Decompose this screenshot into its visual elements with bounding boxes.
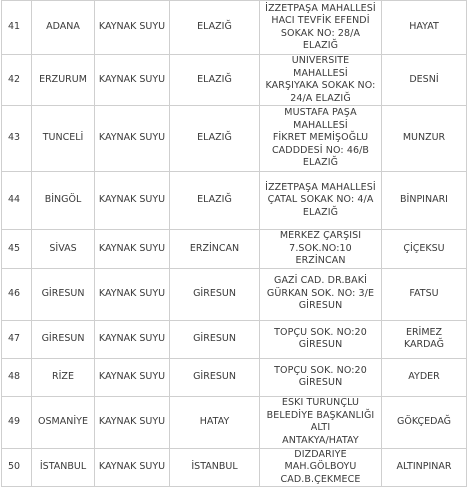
water-type-cell: KAYNAK SUYU (95, 172, 170, 230)
address-cell: TOPÇU SOK. NO:20 GİRESUN (260, 358, 382, 396)
origin-city-cell: HATAY (170, 396, 260, 448)
water-type-cell: KAYNAK SUYU (95, 1, 170, 55)
origin-city-cell: ELAZIĞ (170, 106, 260, 172)
city-cell: TUNCELİ (32, 106, 95, 172)
row-number: 42 (2, 55, 32, 106)
city-cell: GİRESUN (32, 320, 95, 358)
city-cell: ERZURUM (32, 55, 95, 106)
city-cell: SİVAS (32, 230, 95, 269)
address-cell: GAZİ CAD. DR.BAKİ GÜRKAN SOK. NO: 3/E GİRESUN (260, 268, 382, 320)
city-cell: BİNGÖL (32, 172, 95, 230)
row-number: 47 (2, 320, 32, 358)
city-cell: İSTANBUL (32, 448, 95, 487)
brand-cell: ERİMEZ KARDAĞ (382, 320, 467, 358)
table-row (2, 55, 467, 106)
water-type-cell: KAYNAK SUYU (95, 358, 170, 396)
address-cell: MERKEZ ÇARŞISI 7.SOK.NO:10 ERZİNCAN (260, 230, 382, 269)
origin-city-cell: İSTANBUL (170, 448, 260, 487)
table-row (2, 448, 467, 487)
row-number: 48 (2, 358, 32, 396)
water-type-cell: KAYNAK SUYU (95, 268, 170, 320)
table-row (2, 396, 467, 448)
city-cell: RİZE (32, 358, 95, 396)
origin-city-cell: ERZİNCAN (170, 230, 260, 269)
row-number: 43 (2, 106, 32, 172)
address-cell: İZZETPAŞA MAHALLESİ HACI TEVFİK EFENDİ SOKAK NO: 28/A ELAZIĞ (260, 1, 382, 55)
water-type-cell: KAYNAK SUYU (95, 320, 170, 358)
water-type-cell: KAYNAK SUYU (95, 230, 170, 269)
table-row (2, 1, 467, 55)
address-cell: ÜNİVERSİTE MAHALLESİ KARŞIYAKA SOKAK NO: 24/A ELAZIĞ (260, 55, 382, 106)
brand-cell: ÇİÇEKSU (382, 230, 467, 269)
address-cell: MUSTAFA PAŞA MAHALLESİ FİKRET MEMİŞOĞLU CADDDESİ NO: 46/B ELAZIĞ (260, 106, 382, 172)
table-row (2, 268, 467, 320)
address-cell: DİZDARİYE MAH.GÖLBOYU CAD.B.ÇEKMECE (260, 448, 382, 487)
table-row (2, 230, 467, 269)
table-row (2, 320, 467, 358)
origin-city-cell: GİRESUN (170, 320, 260, 358)
address-cell: TOPÇU SOK. NO:20 GİRESUN (260, 320, 382, 358)
brand-cell: GÖKÇEDAĞ (382, 396, 467, 448)
water-source-table (1, 0, 467, 487)
brand-cell: DESNİ (382, 55, 467, 106)
row-number: 44 (2, 172, 32, 230)
table-row (2, 172, 467, 230)
table-row (2, 106, 467, 172)
brand-cell: FATSU (382, 268, 467, 320)
brand-cell: MUNZUR (382, 106, 467, 172)
address-cell: İZZETPAŞA MAHALLESİ ÇATAL SOKAK NO: 4/A ELAZIĞ (260, 172, 382, 230)
brand-cell: HAYAT (382, 1, 467, 55)
water-type-cell: KAYNAK SUYU (95, 396, 170, 448)
origin-city-cell: ELAZIĞ (170, 1, 260, 55)
row-number: 49 (2, 396, 32, 448)
brand-cell: BİNPINARI (382, 172, 467, 230)
city-cell: ADANA (32, 1, 95, 55)
row-number: 46 (2, 268, 32, 320)
city-cell: GİRESUN (32, 268, 95, 320)
row-number: 41 (2, 1, 32, 55)
table-body (2, 1, 467, 487)
water-type-cell: KAYNAK SUYU (95, 55, 170, 106)
table-row (2, 358, 467, 396)
city-cell: OSMANİYE (32, 396, 95, 448)
origin-city-cell: ELAZIĞ (170, 172, 260, 230)
origin-city-cell: GİRESUN (170, 268, 260, 320)
origin-city-cell: ELAZIĞ (170, 55, 260, 106)
address-cell: ESKİ TURUNÇLU BELEDİYE BAŞKANLIĞI ALTI ANTAKYA/HATAY (260, 396, 382, 448)
water-type-cell: KAYNAK SUYU (95, 106, 170, 172)
water-type-cell: KAYNAK SUYU (95, 448, 170, 487)
origin-city-cell: GİRESUN (170, 358, 260, 396)
brand-cell: AYDER (382, 358, 467, 396)
row-number: 50 (2, 448, 32, 487)
row-number: 45 (2, 230, 32, 269)
brand-cell: ALTINPINAR (382, 448, 467, 487)
